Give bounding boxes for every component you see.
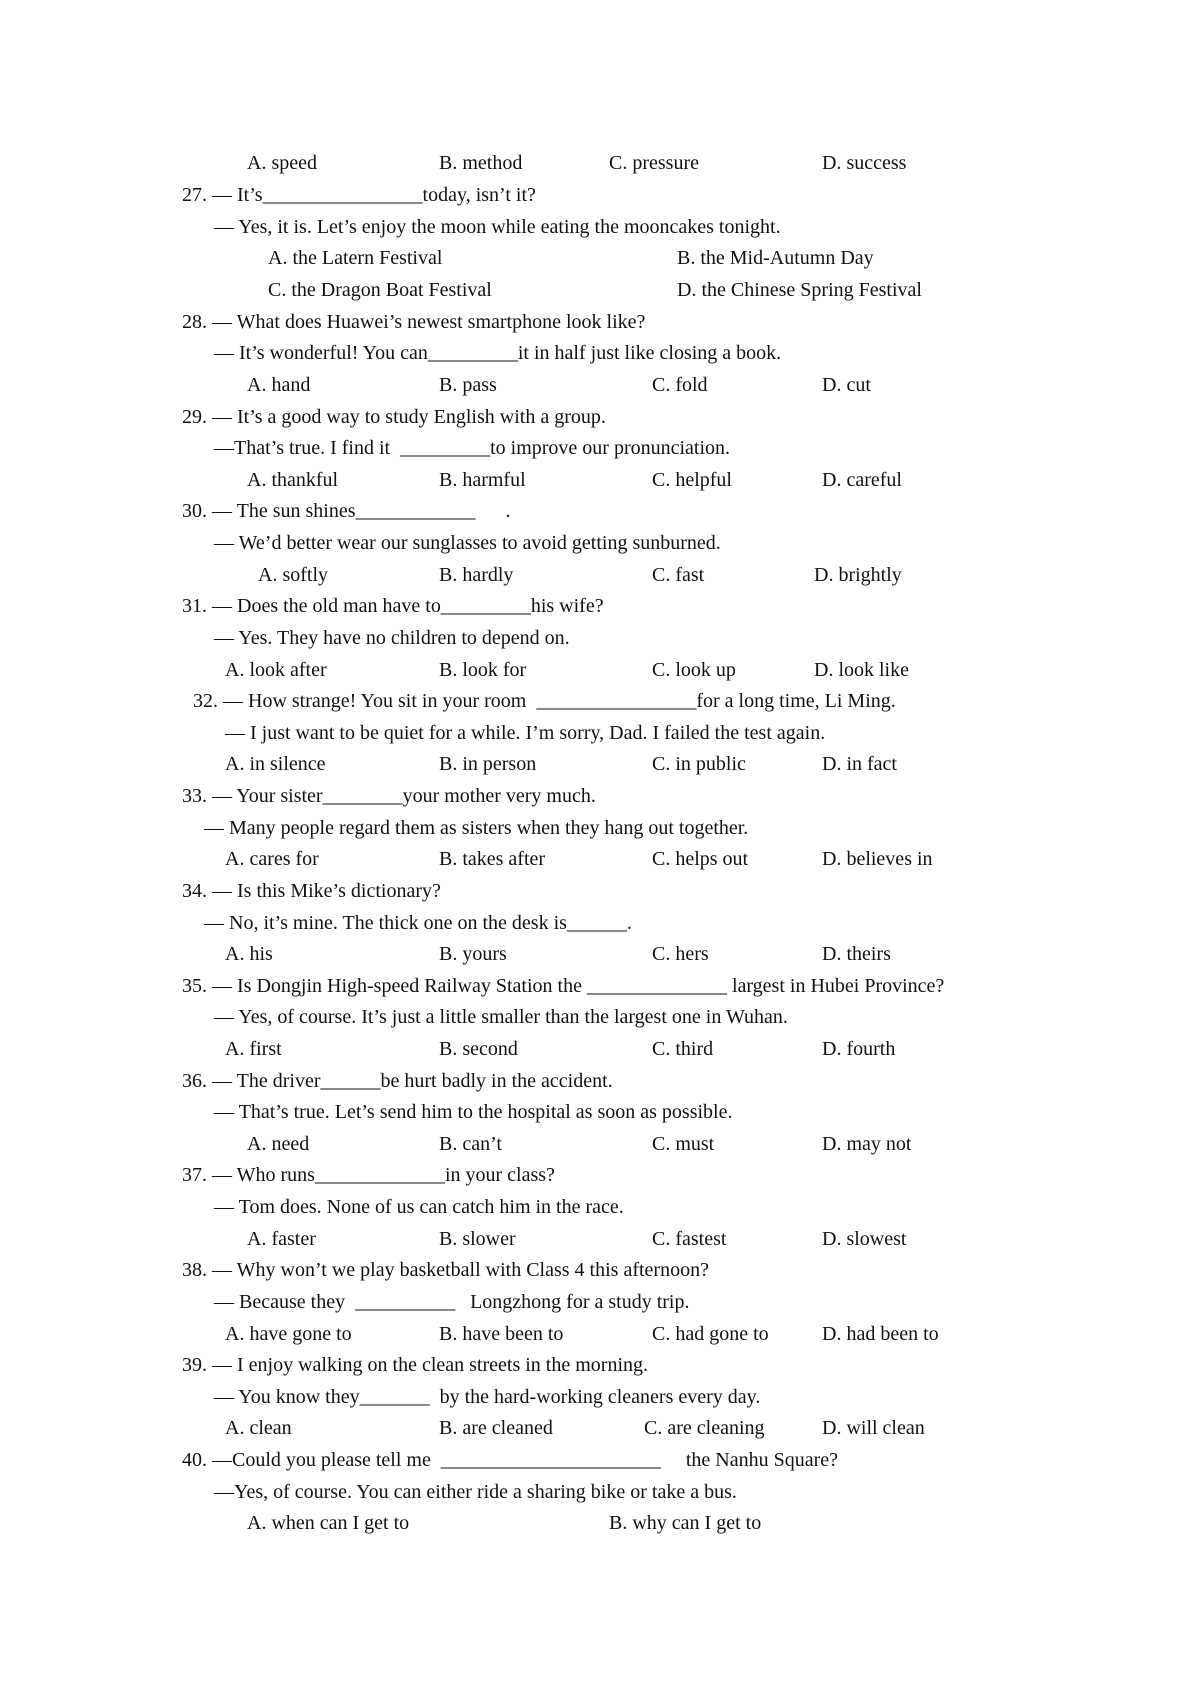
q28-option-d: D. cut — [822, 374, 871, 396]
q33-option-c: C. helps out — [652, 848, 749, 870]
q36-option-d: D. may not — [822, 1133, 912, 1155]
q26-option-c: C. pressure — [609, 152, 699, 174]
q30-option-c: C. fast — [652, 564, 705, 586]
reply-29: —That’s true. I find it _________to improve our pronunciation. — [214, 437, 731, 459]
q37-option-d: D. slowest — [822, 1228, 907, 1250]
q33-option-a: A. cares for — [225, 848, 319, 870]
question-35: 35. — Is Dongjin High-speed Railway Station the ______________ largest in Hubei Province? — [182, 975, 945, 997]
question-38: 38. — Why won’t we play basketball with Class 4 this afternoon? — [182, 1259, 709, 1281]
q37-option-c: C. fastest — [652, 1228, 727, 1250]
q28-option-b: B. pass — [439, 374, 497, 396]
q36-option-b: B. can’t — [439, 1133, 502, 1155]
q34-option-d: D. theirs — [822, 943, 891, 965]
reply-36: — That’s true. Let’s send him to the hospital as soon as possible. — [214, 1101, 733, 1123]
reply-27: — Yes, it is. Let’s enjoy the moon while eating the mooncakes tonight. — [214, 216, 781, 238]
reply-39: — You know they_______ by the hard-working cleaners every day. — [214, 1386, 761, 1408]
q32-option-a: A. in silence — [225, 753, 326, 775]
q38-option-c: C. had gone to — [652, 1323, 769, 1345]
q30-option-b: B. hardly — [439, 564, 514, 586]
q35-option-b: B. second — [439, 1038, 518, 1060]
reply-33: — Many people regard them as sisters when they hang out together. — [204, 817, 749, 839]
q38-option-b: B. have been to — [439, 1323, 564, 1345]
question-32: 32. — How strange! You sit in your room ________________for a long time, Li Ming. — [193, 690, 896, 712]
q36-option-a: A. need — [247, 1133, 310, 1155]
question-37: 37. — Who runs_____________in your class? — [182, 1164, 555, 1186]
question-29: 29. — It’s a good way to study English with a group. — [182, 406, 606, 428]
reply-35: — Yes, of course. It’s just a little smaller than the largest one in Wuhan. — [214, 1006, 788, 1028]
question-40: 40. —Could you please tell me ______________________ the Nanhu Square? — [182, 1449, 839, 1471]
q34-option-c: C. hers — [652, 943, 709, 965]
reply-31: — Yes. They have no children to depend on. — [214, 627, 570, 649]
q27-option-b: B. the Mid-Autumn Day — [677, 247, 874, 269]
q30-option-d: D. brightly — [814, 564, 902, 586]
q31-option-b: B. look for — [439, 659, 527, 681]
reply-37: — Tom does. None of us can catch him in the race. — [214, 1196, 624, 1218]
reply-28: — It’s wonderful! You can_________it in half just like closing a book. — [214, 342, 782, 364]
q34-option-b: B. yours — [439, 943, 507, 965]
q39-option-b: B. are cleaned — [439, 1417, 553, 1439]
q28-option-c: C. fold — [652, 374, 708, 396]
q32-option-b: B. in person — [439, 753, 537, 775]
question-34: 34. — Is this Mike’s dictionary? — [182, 880, 441, 902]
question-36: 36. — The driver______be hurt badly in the accident. — [182, 1070, 613, 1092]
q32-option-c: C. in public — [652, 753, 746, 775]
q40-option-a: A. when can I get to — [247, 1512, 410, 1534]
q31-option-d: D. look like — [814, 659, 909, 681]
q26-option-d: D. success — [822, 152, 907, 174]
q39-option-d: D. will clean — [822, 1417, 925, 1439]
q27-option-a: A. the Latern Festival — [268, 247, 443, 269]
reply-34: — No, it’s mine. The thick one on the desk is______. — [204, 912, 632, 934]
q37-option-a: A. faster — [247, 1228, 316, 1250]
reply-32: — I just want to be quiet for a while. I’m sorry, Dad. I failed the test again. — [225, 722, 826, 744]
q27-option-d: D. the Chinese Spring Festival — [677, 279, 922, 301]
q33-option-d: D. believes in — [822, 848, 933, 870]
q38-option-d: D. had been to — [822, 1323, 939, 1345]
q40-option-b: B. why can I get to — [609, 1512, 762, 1534]
q39-option-a: A. clean — [225, 1417, 292, 1439]
reply-40: —Yes, of course. You can either ride a sharing bike or take a bus. — [214, 1481, 737, 1503]
q39-option-c: C. are cleaning — [644, 1417, 765, 1439]
q29-option-c: C. helpful — [652, 469, 732, 491]
q32-option-d: D. in fact — [822, 753, 897, 775]
q35-option-a: A. first — [225, 1038, 282, 1060]
q36-option-c: C. must — [652, 1133, 715, 1155]
q29-option-d: D. careful — [822, 469, 902, 491]
question-30: 30. — The sun shines____________ . — [182, 500, 511, 522]
question-39: 39. — I enjoy walking on the clean streets in the morning. — [182, 1354, 649, 1376]
reply-38: — Because they __________ Longzhong for a study trip. — [214, 1291, 690, 1313]
q29-option-b: B. harmful — [439, 469, 526, 491]
q38-option-a: A. have gone to — [225, 1323, 352, 1345]
q26-option-a: A. speed — [247, 152, 317, 174]
question-31: 31. — Does the old man have to_________his wife? — [182, 595, 604, 617]
q35-option-d: D. fourth — [822, 1038, 896, 1060]
question-27: 27. — It’s________________today, isn’t it? — [182, 184, 536, 206]
question-28: 28. — What does Huawei’s newest smartphone look like? — [182, 311, 646, 333]
q31-option-a: A. look after — [225, 659, 327, 681]
reply-30: — We’d better wear our sunglasses to avoid getting sunburned. — [214, 532, 721, 554]
q33-option-b: B. takes after — [439, 848, 546, 870]
question-33: 33. — Your sister________your mother very much. — [182, 785, 596, 807]
q28-option-a: A. hand — [247, 374, 311, 396]
q26-option-b: B. method — [439, 152, 523, 174]
q30-option-a: A. softly — [258, 564, 328, 586]
q31-option-c: C. look up — [652, 659, 736, 681]
q27-option-c: C. the Dragon Boat Festival — [268, 279, 492, 301]
q34-option-a: A. his — [225, 943, 273, 965]
q35-option-c: C. third — [652, 1038, 714, 1060]
q29-option-a: A. thankful — [247, 469, 339, 491]
q37-option-b: B. slower — [439, 1228, 516, 1250]
